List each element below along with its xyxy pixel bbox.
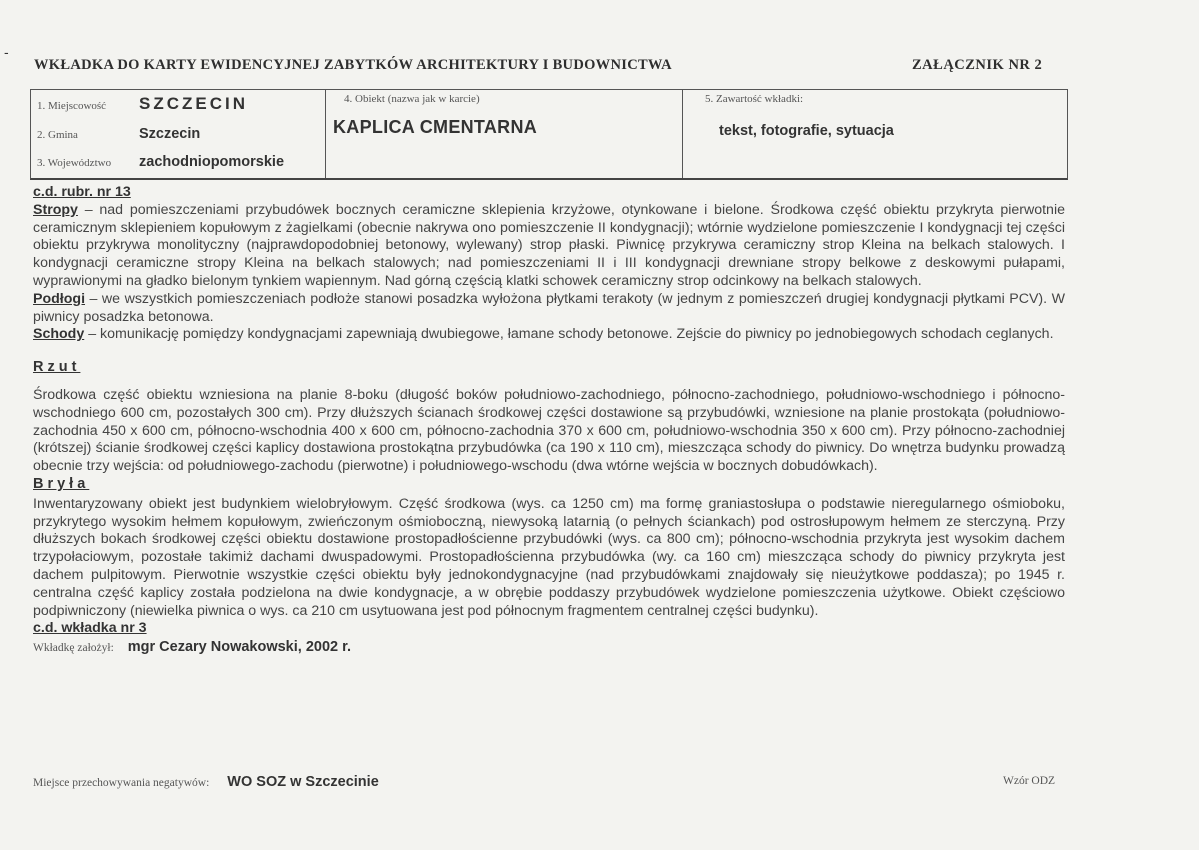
contents-label: 5. Zawartość wkładki: bbox=[705, 93, 804, 105]
object-value: KAPLICA CMENTARNA bbox=[333, 117, 538, 137]
voivodeship-row bbox=[37, 153, 284, 171]
document-body bbox=[33, 184, 1065, 658]
rzut-heading: Rzut bbox=[33, 359, 81, 376]
podlogi-paragraph bbox=[33, 291, 1065, 327]
voivodeship-label: 3. Województwo bbox=[37, 157, 112, 169]
locality-row bbox=[37, 94, 248, 114]
template-code: Wzór ODZ bbox=[1003, 775, 1056, 787]
stropy-text: – nad pomieszczeniami przybudówek bocznych ceramiczne sklepienia krzyżowe, otynkowane i bielone. Środkowa część obiektu przykryta pierwotnie ceramicznym sklepieniem kopułowym z żagielkami (obecnie nakrywa ono pomieszczenie II kondygnacji); wtórnie wydzielone pomieszczenie I kondygnacji tej części obiektu przykrywa monolityczny (najprawdopodobniej betonowy, wylewany) strop płaski. Piwnicę przykrywa ceramiczny strop Kleina na belkach stalowych. I kondygnacji ceramiczne stropy Kleina na belkach stalowych; nad pomieszczeniami II i III kondygnacji drewniane stropy belkowe z deskowymi pułapami, wyprawionymi na gładko bielonym tynkiem wapiennym. Nad górną częścią klatki schowek ceramiczny strop odcinkowy na belkach stalowych. bbox=[33, 201, 1065, 289]
annex-number: ZAŁĄCZNIK NR 2 bbox=[912, 57, 1043, 73]
commune-value: Szczecin bbox=[139, 126, 201, 142]
object-label: 4. Obiekt (nazwa jak w karcie) bbox=[344, 93, 480, 105]
margin-mark: - bbox=[4, 44, 9, 60]
contents-value: tekst, fotografie, sytuacja bbox=[719, 123, 894, 139]
stropy-label: Stropy bbox=[33, 201, 78, 218]
author-value: mgr Cezary Nowakowski, 2002 r. bbox=[127, 639, 351, 656]
storage-label: Miejsce przechowywania negatywów: bbox=[33, 777, 210, 789]
podlogi-text: – we wszystkich pomieszczeniach podłoże stanowi posadzka wyłożona płytkami terakoty (w jednym z pomieszczeń drugiej kondygnacji płytkami PCV). W piwnicy posadzka betonowa. bbox=[33, 290, 1065, 325]
form-title: WKŁADKA DO KARTY EWIDENCYJNEJ ZABYTKÓW ARCHITEKTURY I BUDOWNICTWA bbox=[34, 57, 672, 73]
schody-label: Schody bbox=[33, 326, 85, 343]
continuation-note: c.d. wkładka nr 3 bbox=[33, 620, 147, 637]
stropy-paragraph bbox=[33, 202, 1065, 291]
author-row bbox=[33, 639, 1065, 658]
commune-label: 2. Gmina bbox=[37, 129, 78, 141]
rubric-heading: c.d. rubr. nr 13 bbox=[33, 184, 131, 200]
contents-column bbox=[683, 90, 1067, 178]
locality-label: 1. Miejscowość bbox=[37, 100, 107, 112]
locality-value: SZCZECIN bbox=[139, 94, 248, 113]
rzut-paragraph: Środkowa część obiektu wzniesiona na planie 8-boku (długość boków południowo-zachodniego, północno-zachodniego, południowo-wschodniego i północno-wschodniego 600 cm, pozostałych 300 cm). Przy dłuższych ścianach środkowej części dostawione są przybudówki, wzniesione na planie prostokąta (południowo-zachodnia 450 x 600 cm, północno-wschodnia 400 x 600 cm, północno-zachodnia 370 x 600 cm, południowo-wschodnia 350 x 600 cm). Przy północno-zachodniej (krótszej) ścianie środkowej części kaplicy dostawiona prostokątna przybudówka (ca 190 x 110 cm), mieszcząca schody do piwnicy. Do wnętrza budynku prowadzą obecnie trzy wejścia: od południowego-zachodu (pierwotne) i południowego-wschodu (dwa wtórne wejścia w bocznych dobudówkach). bbox=[33, 386, 1065, 475]
schody-paragraph bbox=[33, 326, 1065, 344]
storage-value: WO SOZ w Szczecinie bbox=[227, 774, 379, 790]
podlogi-label: Podłogi bbox=[33, 290, 86, 307]
bryla-heading: Bryła bbox=[33, 475, 90, 492]
form-fields-box bbox=[30, 89, 1068, 180]
voivodeship-value: zachodniopomorskie bbox=[139, 154, 285, 170]
author-label: Wkładkę założył: bbox=[33, 642, 114, 655]
object-column bbox=[326, 90, 683, 178]
location-column bbox=[31, 90, 326, 178]
storage-row bbox=[33, 773, 379, 791]
bryla-paragraph: Inwentaryzowany obiekt jest budynkiem wielobryłowym. Część środkowa (wys. ca 1250 cm) ma formę graniastosłupa o podstawie nieregularnego ośmioboku, przykrytego wysokim hełmem kopułowym, zwieńczonym ośmioboczną, niewysoką latarnią (o pełnych ściankach) pod ostrosłupowym hełmem ze sterczyną. Przy dłuższych bokach środkowej części obiektu dostawione prostopadłościenne przybudówki (wys. ca 800 cm); północno-wschodnia przykryta jest wysokim dachem trzypołaciowym, pozostałe takimiż dachami dwuspadowymi. Prostopadłościenna przybudówka (wy. ca 160 cm) mieszcząca schody do piwnicy przykryta jest dachem pulpitowym. Pierwotnie wszystkie części obiektu były jednokondygnacyjne (nad przybudówkami znajdowały się nieużytkowe poddasza); po 1945 r. centralna część kaplicy została podzielona na dwie kondygnacje, a w obrębie poddaszy przybudówek wydzielone pomieszczenia użytkowe. Obiekt częściowo podpiwniczony (niewielka piwnica o wys. ca 210 cm usytuowana jest pod północnym fragmentem centralnej części budynku). bbox=[33, 495, 1065, 619]
schody-text: – komunikację pomiędzy kondygnacjami zapewniają dwubiegowe, łamane schody betonowe. Zejście do piwnicy po jednobiegowych schodach ceglanych. bbox=[84, 326, 1054, 343]
commune-row bbox=[37, 125, 200, 143]
